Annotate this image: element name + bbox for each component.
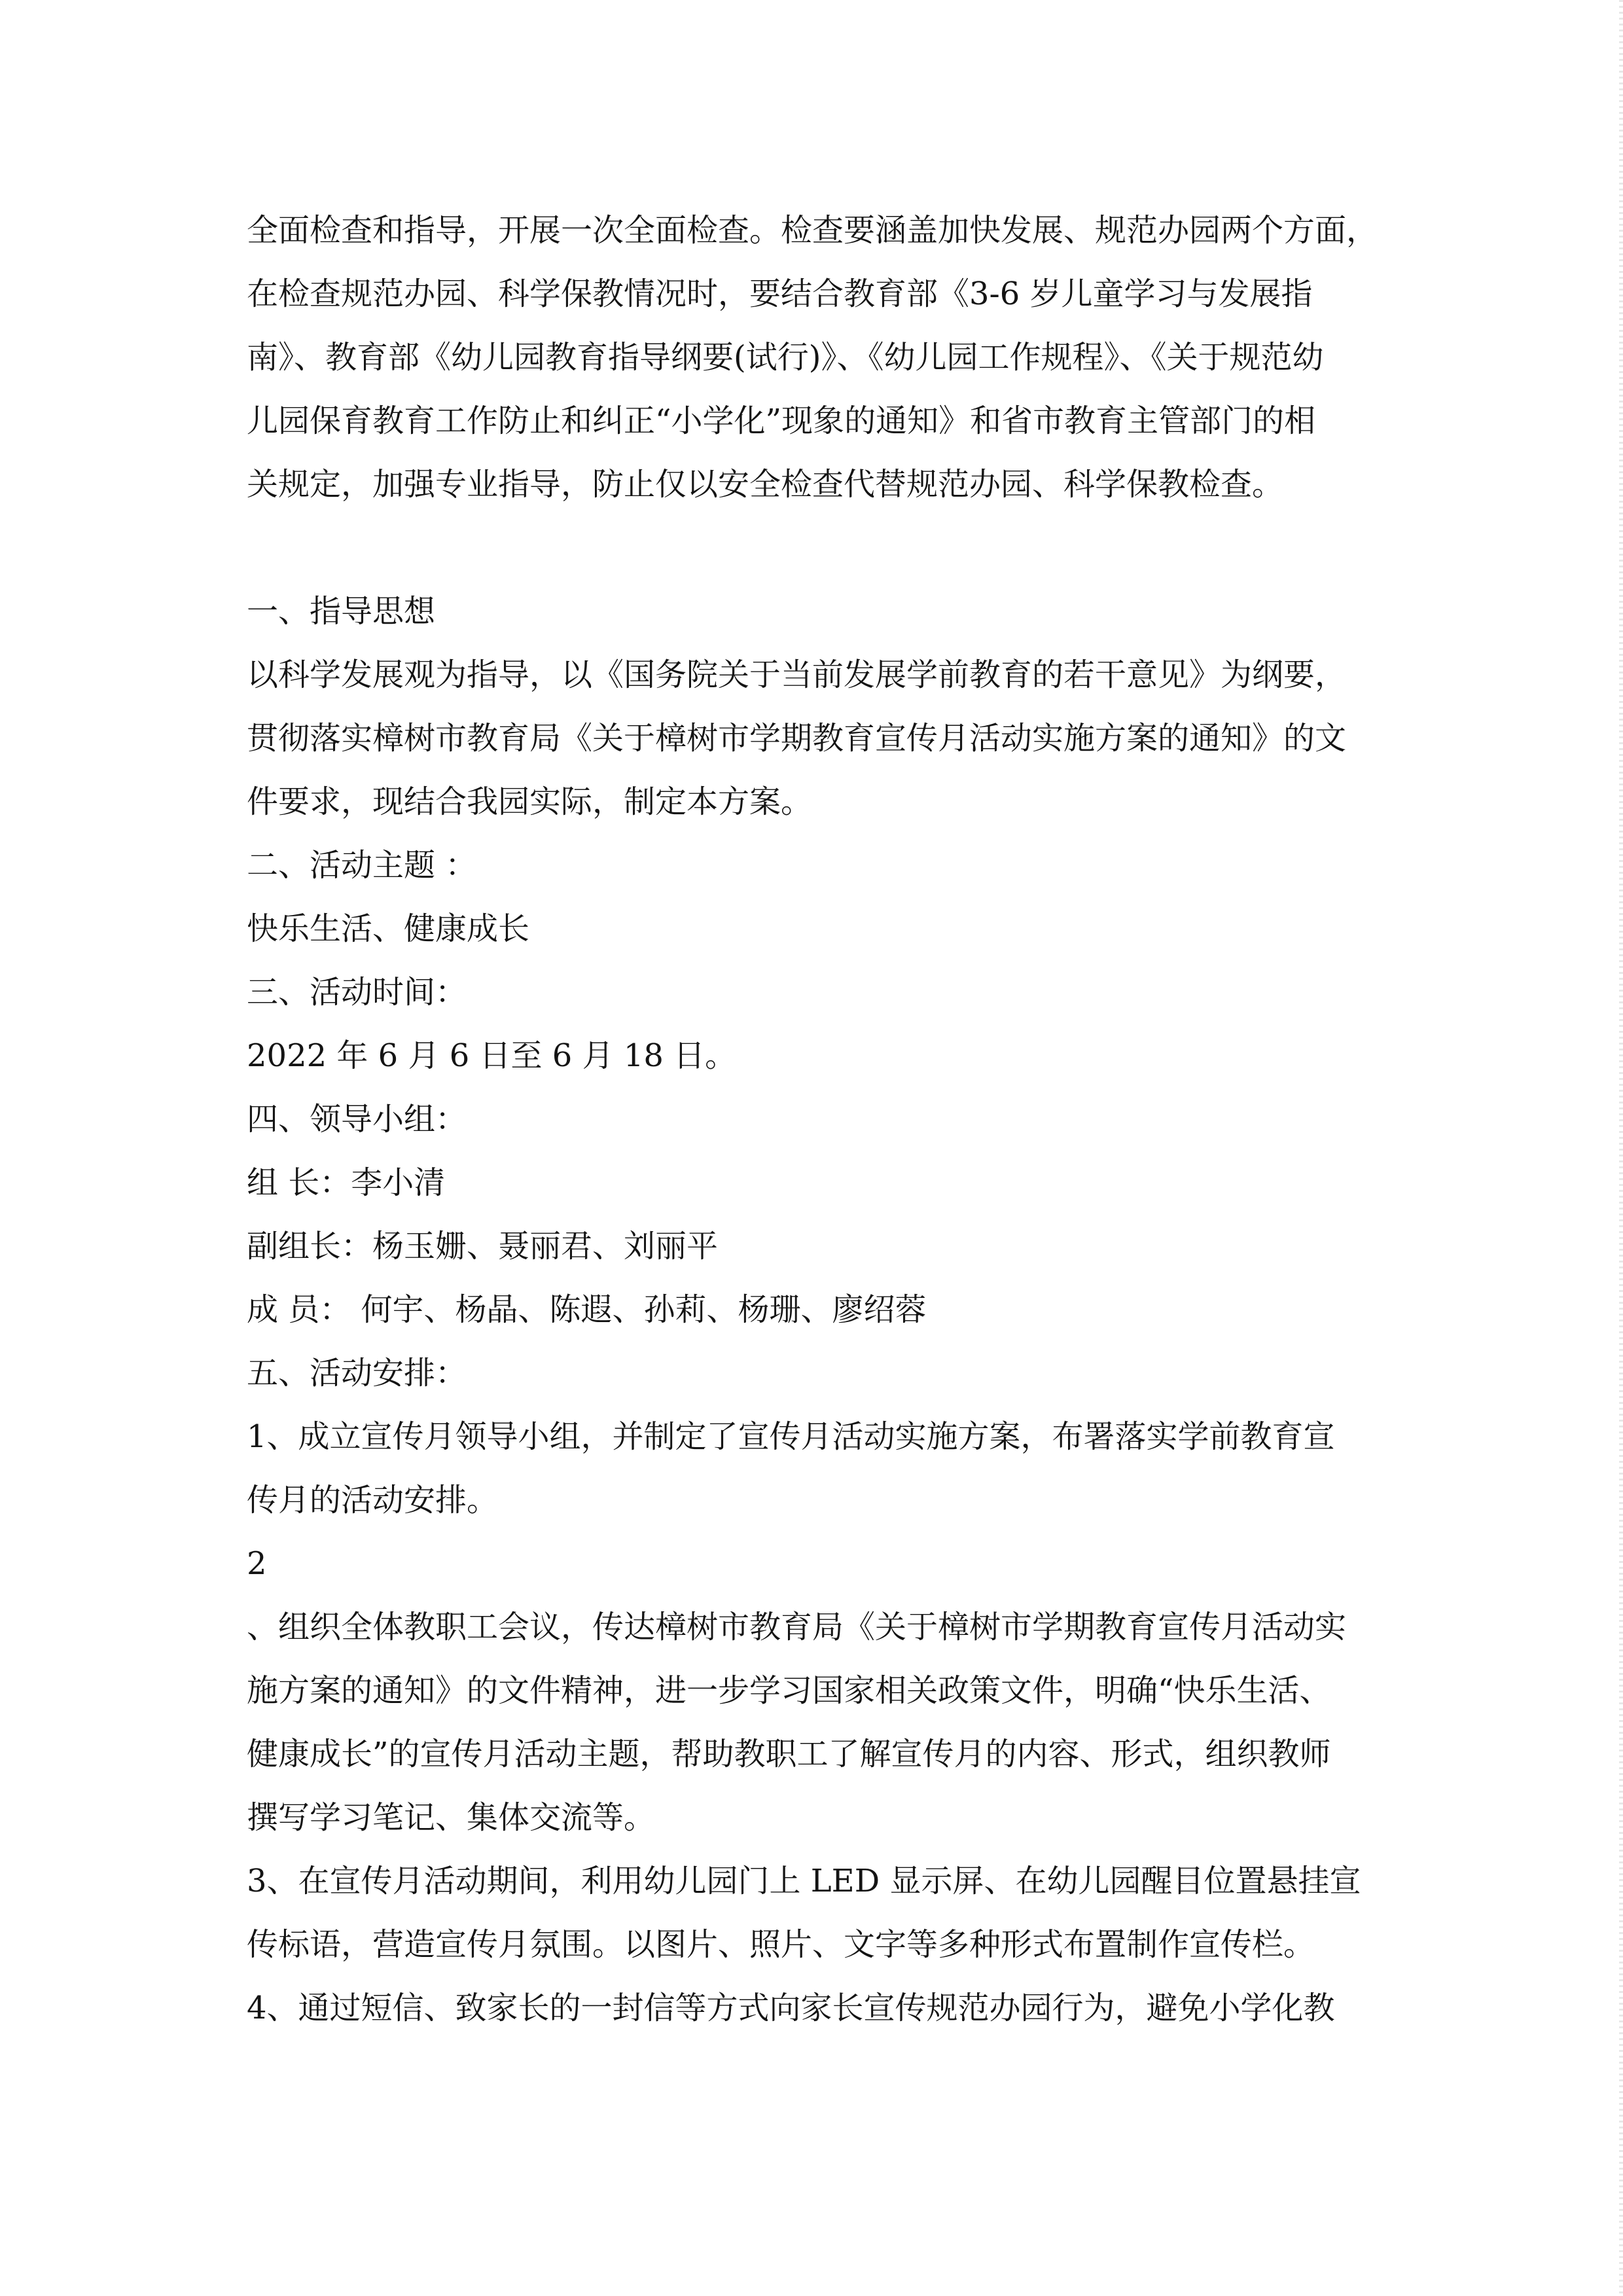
paragraph-gap xyxy=(247,516,1425,580)
section-heading-guiding-ideology: 一、指导思想 xyxy=(247,593,436,630)
item2-line-1: 、组织全体教职工会议，传达樟树市教育局《关于樟树市学期教育宣传月活动实 xyxy=(247,1609,1347,1645)
section1-line-1: 以科学发展观为指导，以《国务院关于当前发展学前教育的若干意见》为纲要， xyxy=(247,656,1347,693)
intro-line-4: 儿园保育教育工作防止和纠正“小学化”现象的通知》和省市教育主管部门的相 xyxy=(247,403,1316,439)
activity-theme-text: 快乐生活、健康成长 xyxy=(247,910,530,947)
group-vice-leaders: 副组长：杨玉姗、聂丽君、刘丽平 xyxy=(247,1228,719,1265)
section1-line-2: 贯彻落实樟树市教育局《关于樟树市学期教育宣传月活动实施方案的通知》的文 xyxy=(247,720,1347,757)
scan-edge-marks xyxy=(1619,0,1623,2296)
document-body xyxy=(247,199,1425,2040)
intro-line-5: 关规定，加强专业指导，防止仅以安全检查代替规范办园、科学保教检查。 xyxy=(247,466,1284,503)
item2-number: 2 xyxy=(247,1545,267,1582)
item2-line-2: 施方案的通知》的文件精神，进一步学习国家相关政策文件，明确“快乐生活、 xyxy=(247,1672,1331,1709)
intro-line-3: 南》、教育部《幼儿园教育指导纲要(试行)》、《幼儿园工作规程》、《关于规范幼 xyxy=(247,339,1324,376)
item1-line-1: 1、成立宣传月领导小组，并制定了宣传月活动实施方案，布署落实学前教育宣 xyxy=(247,1418,1335,1455)
intro-line-2: 在检查规范办园、科学保教情况时，要结合教育部《3-6 岁儿童学习与发展指 xyxy=(247,276,1313,312)
group-leader: 组 长：李小清 xyxy=(247,1164,446,1201)
section-heading-activity-arrangement: 五、活动安排： xyxy=(247,1355,467,1391)
item2-line-3: 健康成长”的宣传月活动主题，帮助教职工了解宣传月的内容、形式，组织教师 xyxy=(247,1736,1331,1772)
item3-line-2: 传标语，营造宣传月氛围。以图片、照片、文字等多种形式布置制作宣传栏。 xyxy=(247,1926,1315,1963)
section-heading-activity-time: 三、活动时间： xyxy=(247,974,467,1011)
activity-time-text: 2022 年 6 月 6 日至 6 月 18 日。 xyxy=(247,1037,737,1074)
item3-line-1: 3、在宣传月活动期间，利用幼儿园门上 LED 显示屏、在幼儿园醒目位置悬挂宣 xyxy=(247,1863,1361,1899)
item1-line-2: 传月的活动安排。 xyxy=(247,1482,499,1518)
intro-line-1: 全面检查和指导，开展一次全面检查。检查要涵盖加快发展、规范办园两个方面， xyxy=(247,212,1378,249)
item2-line-4: 撰写学习笔记、集体交流等。 xyxy=(247,1799,656,1836)
section-heading-activity-theme: 二、活动主题 ： xyxy=(247,847,477,884)
section1-line-3: 件要求，现结合我园实际，制定本方案。 xyxy=(247,783,813,820)
section-heading-leadership-group: 四、领导小组： xyxy=(247,1101,467,1138)
group-members: 成 员： 何宇、杨晶、陈遐、孙莉、杨珊、廖绍蓉 xyxy=(247,1291,927,1328)
item4-line-1: 4、通过短信、致家长的一封信等方式向家长宣传规范办园行为，避免小学化教 xyxy=(247,1990,1335,2026)
